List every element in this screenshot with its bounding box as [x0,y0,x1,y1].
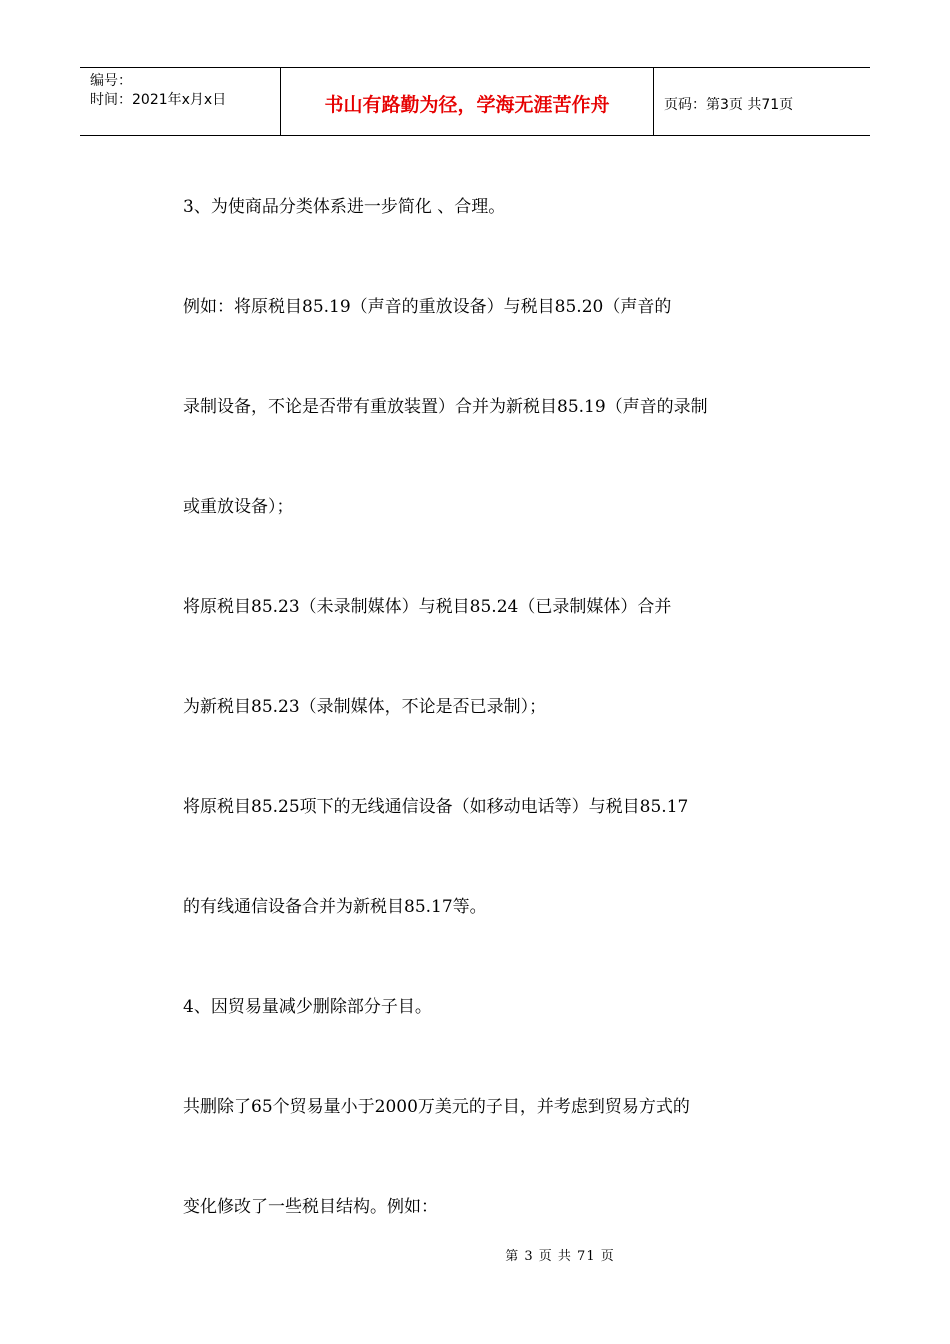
body-line: 将原税目85.25项下的无线通信设备（如移动电话等）与税目85.17 [183,797,689,817]
page-footer: 第 3 页 共 71 页 [505,1249,615,1264]
body-line: 变化修改了一些税目结构。例如： [183,1197,438,1217]
header-meta [80,68,281,135]
body-line: 将原税目85.23（未录制媒体）与税目85.24（已录制媒体）合并 [183,597,672,617]
body-line: 为新税目85.23（录制媒体，不论是否已录制）； [183,697,547,717]
document-body [183,191,803,1291]
header-motto: 书山有路勤为径，学海无涯苦作舟 [281,68,654,135]
time-label: 时间：2021年x月x日 [90,92,227,108]
body-line: 或重放设备）； [183,497,294,517]
body-line: 录制设备，不论是否带有重放装置）合并为新税目85.19（声音的录制 [183,397,708,417]
body-line: 例如：将原税目85.19（声音的重放设备）与税目85.20（声音的 [183,297,672,317]
header-page-info: 页码：第3页 共71页 [664,96,794,113]
body-line: 的有线通信设备合并为新税目85.17等。 [183,897,487,917]
page-header [80,67,870,136]
body-line: 3、为使商品分类体系进一步简化 、合理。 [183,197,506,217]
body-line: 共删除了65个贸易量小于2000万美元的子目，并考虑到贸易方式的 [183,1097,690,1117]
body-line: 4、因贸易量减少删除部分子目。 [183,997,432,1017]
number-label: 编号： [90,73,132,89]
